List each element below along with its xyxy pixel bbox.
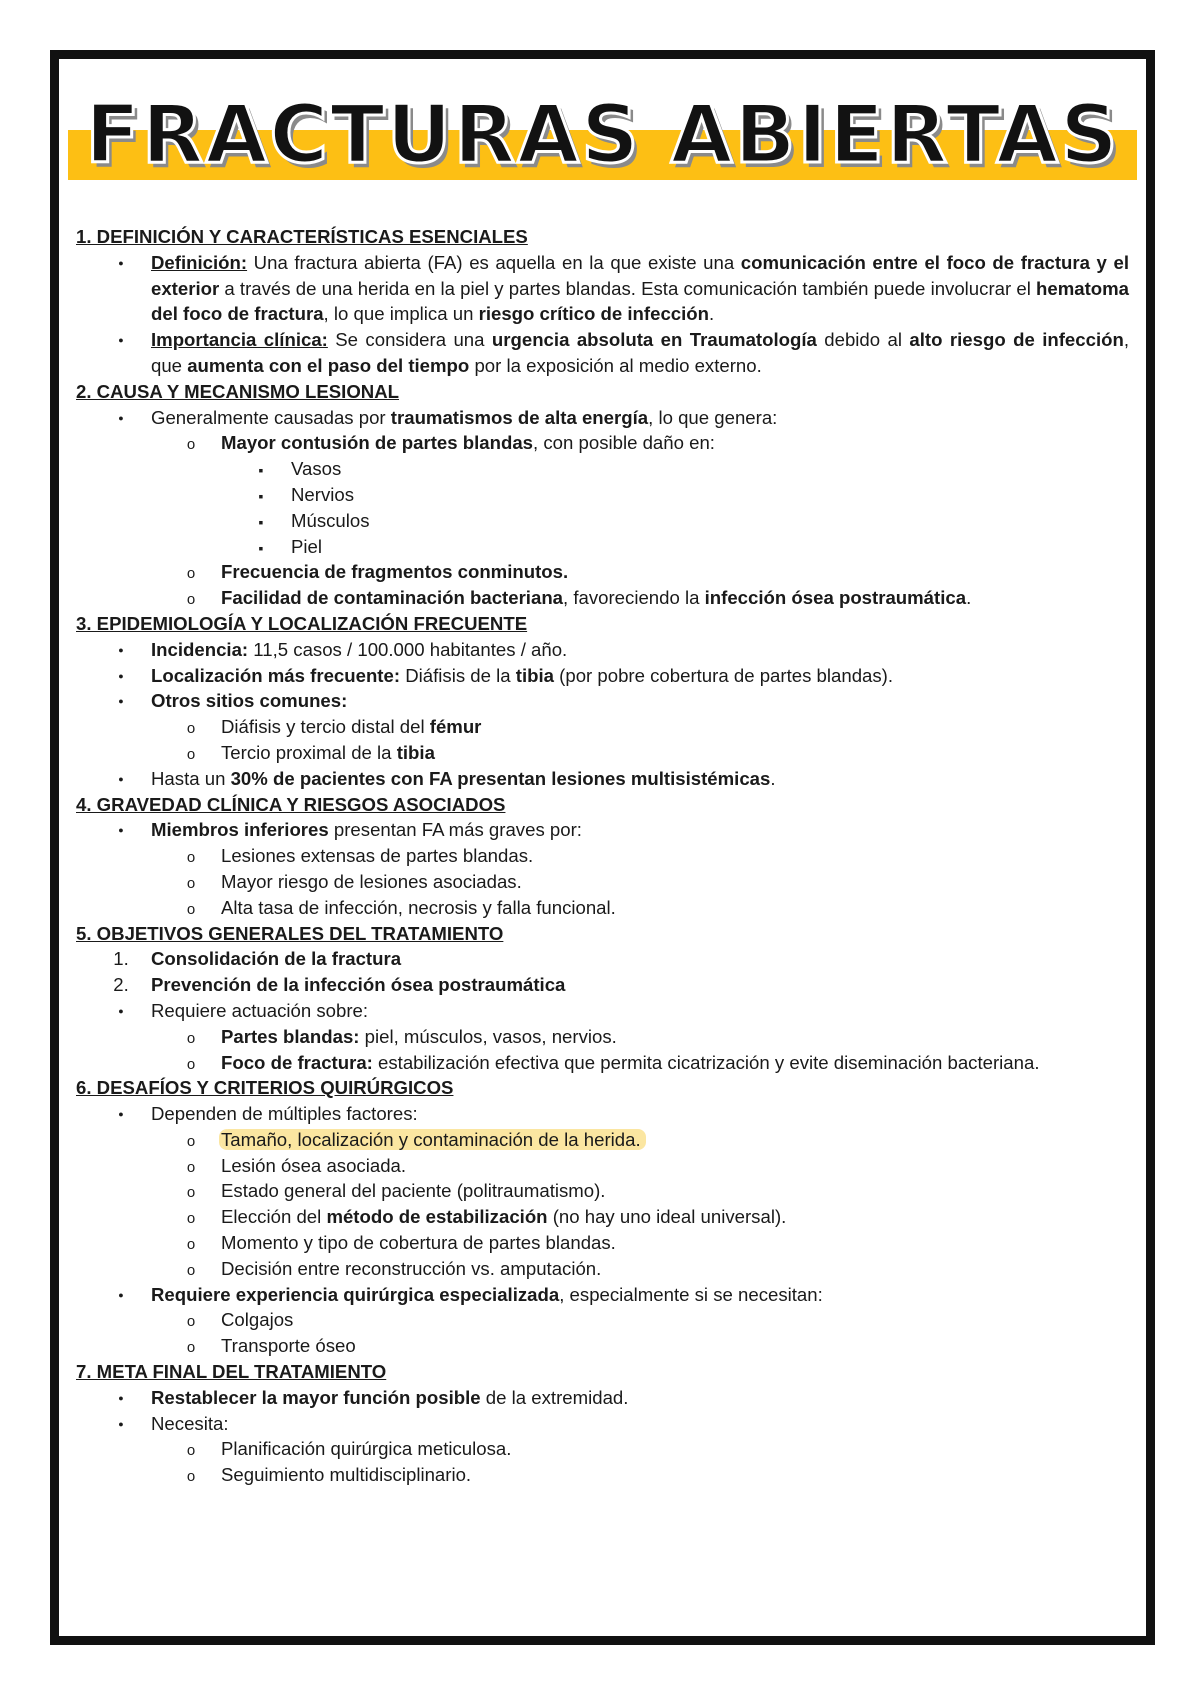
text: por la exposición al medio externo. (469, 354, 762, 376)
sub-list-item (76, 1024, 1129, 1050)
bold-text: urgencia absoluta en Traumatología (491, 329, 817, 351)
bold-text: tibia (396, 741, 435, 763)
text: , especialmente si se necesitan: (559, 1283, 823, 1305)
text: , que (151, 329, 1129, 376)
list-item (76, 405, 1129, 431)
text: Requiere actuación sobre: (151, 999, 369, 1021)
text: Colgajos (221, 1309, 294, 1331)
bold-text: Frecuencia de fragmentos conminutos. (221, 561, 569, 583)
bold-text: 30% de pacientes con FA presentan lesiones multisistémicas (230, 767, 771, 789)
bold-text: Facilidad de contaminación bacteriana (221, 587, 564, 609)
circle-bullet-icon (176, 1333, 206, 1361)
text: Mayor riesgo de lesiones asociadas. (221, 870, 522, 892)
circle-bullet-icon (176, 430, 206, 458)
text: (por pobre cobertura de partes blandas). (554, 664, 894, 686)
circle-bullet-icon (176, 1153, 206, 1181)
sub-sub-list-item (76, 456, 1129, 482)
circle-bullet-icon (176, 714, 206, 742)
text: Estado general del paciente (politraumatismo). (221, 1180, 606, 1202)
section-heading-3: 3. EPIDEMIOLOGÍA Y LOCALIZACIÓN FRECUENTE (76, 612, 528, 634)
text: Nervios (291, 483, 355, 505)
sub-list-item (76, 714, 1129, 740)
bold-text: Otros sitios comunes: (151, 690, 348, 712)
square-bullet-icon (246, 508, 276, 536)
text: Necesita: (151, 1412, 229, 1434)
circle-bullet-icon (176, 1230, 206, 1258)
text: presentan FA más graves por: (328, 819, 582, 841)
circle-bullet-icon (176, 1307, 206, 1335)
sub-list-item (76, 1050, 1129, 1076)
sub-list-item (76, 1204, 1129, 1230)
sub-list-item (76, 740, 1129, 766)
text: de la extremidad. (480, 1386, 629, 1408)
sub-list-item (76, 1127, 1129, 1153)
list-number: 2. (113, 974, 129, 996)
text: , con posible daño en: (533, 432, 715, 454)
bold-text: Restablecer la mayor función posible (151, 1386, 481, 1408)
bold-text: infección ósea postraumática (704, 587, 967, 609)
document-content (76, 224, 1129, 1488)
circle-bullet-icon (176, 559, 206, 587)
bullet-icon (106, 250, 136, 280)
sub-list-item (76, 585, 1129, 611)
sub-list-item (76, 430, 1129, 456)
bold-text: traumatismos de alta energía (390, 406, 649, 428)
circle-bullet-icon (176, 740, 206, 768)
text: Alta tasa de infección, necrosis y falla funcional. (221, 896, 616, 918)
text: Una fractura abierta (FA) es aquella en la que existe una (247, 251, 741, 273)
item-label: Definición: (151, 251, 248, 273)
list-item (76, 766, 1129, 792)
list-item (76, 1282, 1129, 1308)
circle-bullet-icon (176, 1436, 206, 1464)
text: Seguimiento multidisciplinario. (221, 1464, 472, 1486)
bold-text: Localización más frecuente: (151, 664, 401, 686)
list-item (76, 637, 1129, 663)
text: Diáfisis y tercio distal del (221, 716, 430, 738)
section-heading-4: 4. GRAVEDAD CLÍNICA Y RIESGOS ASOCIADOS (76, 793, 506, 815)
sub-list-item (76, 1436, 1129, 1462)
section-heading-2: 2. CAUSA Y MECANISMO LESIONAL (76, 380, 400, 402)
sub-list-item (76, 1462, 1129, 1488)
bold-text: tibia (515, 664, 555, 686)
list-item (76, 663, 1129, 689)
bold-text: aumenta con el paso del tiempo (187, 354, 470, 376)
bold-text: método de estabilización (326, 1206, 548, 1228)
text: Transporte óseo (221, 1335, 356, 1357)
text: a través de una herida en la piel y partes blandas. Esta comunicación también puede involucrar el (219, 277, 1036, 299)
circle-bullet-icon (176, 585, 206, 613)
sub-list-item (76, 1178, 1129, 1204)
circle-bullet-icon (176, 1256, 206, 1284)
bold-text: hematoma del foco de fractura (151, 277, 1129, 325)
numbered-item (76, 946, 1129, 972)
bold-text: Requiere experiencia quirúrgica especializada (151, 1283, 560, 1305)
sub-list-item (76, 1256, 1129, 1282)
circle-bullet-icon (176, 1050, 206, 1078)
circle-bullet-icon (176, 1024, 206, 1052)
bold-text: Miembros inferiores (151, 819, 329, 841)
bold-text: alto riesgo de infección (909, 329, 1124, 351)
square-bullet-icon (246, 482, 276, 510)
list-item (76, 817, 1129, 843)
text: Se considera una (327, 329, 492, 351)
list-item (76, 1411, 1129, 1437)
text: Decisión entre reconstrucción vs. amputación. (221, 1257, 602, 1279)
square-bullet-icon (246, 456, 276, 484)
bullet-icon (106, 766, 136, 796)
text: Lesión ósea asociada. (221, 1154, 407, 1176)
list-item (76, 998, 1129, 1024)
text: . (709, 303, 715, 325)
text: , favoreciendo la (563, 587, 705, 609)
bold-text: Foco de fractura: (221, 1051, 373, 1073)
list-number: 1. (113, 948, 129, 970)
list-item (76, 327, 1129, 379)
sub-sub-list-item (76, 534, 1129, 560)
section-heading-1: 1. DEFINICIÓN Y CARACTERÍSTICAS ESENCIALES (76, 226, 528, 247)
text: Hasta un (151, 767, 231, 789)
text: Generalmente causadas por (151, 406, 391, 428)
text: Diáfisis de la (400, 664, 516, 686)
highlighted-text: Tamaño, localización y contaminación de la herida. (221, 1129, 646, 1150)
page-title: FRACTURAS ABIERTAS (85, 88, 1120, 181)
sub-sub-list-item (76, 508, 1129, 534)
bold-text: comunicación entre el foco de fractura y el exterior (151, 251, 1130, 299)
square-bullet-icon (246, 534, 276, 562)
bullet-icon (106, 327, 136, 357)
text: Piel (291, 535, 323, 557)
sub-list-item (76, 1153, 1129, 1179)
list-item (76, 1385, 1129, 1411)
numbered-item (76, 972, 1129, 998)
text: , lo que implica un (323, 303, 479, 325)
section-heading-6: 6. DESAFÍOS Y CRITERIOS QUIRÚRGICOS (76, 1077, 454, 1099)
sub-list-item (76, 1307, 1129, 1333)
bold-text: Prevención de la infección ósea postraumática (151, 974, 566, 996)
title-wrap (59, 88, 1146, 181)
page-frame (50, 50, 1155, 1645)
circle-bullet-icon (176, 1127, 206, 1155)
circle-bullet-icon (176, 1178, 206, 1206)
circle-bullet-icon (176, 1462, 206, 1490)
text: (no hay uno ideal universal). (547, 1206, 787, 1228)
bold-text: Consolidación de la fractura (151, 948, 402, 970)
sub-list-item (76, 869, 1129, 895)
sub-sub-list-item (76, 482, 1129, 508)
text: Tercio proximal de la (221, 741, 397, 763)
bold-text: Partes blandas: (221, 1025, 360, 1047)
sub-list-item (76, 559, 1129, 585)
bold-text: Mayor contusión de partes blandas (221, 432, 534, 454)
bold-text: Incidencia: (151, 638, 249, 660)
list-item (76, 688, 1129, 714)
sub-list-item (76, 843, 1129, 869)
list-item (76, 1101, 1129, 1127)
circle-bullet-icon (176, 1204, 206, 1232)
section-heading-5: 5. OBJETIVOS GENERALES DEL TRATAMIENTO (76, 922, 504, 944)
circle-bullet-icon (176, 843, 206, 871)
text: Elección del (221, 1206, 327, 1228)
text: Vasos (291, 458, 342, 480)
circle-bullet-icon (176, 869, 206, 897)
text: Músculos (291, 509, 370, 531)
text: Planificación quirúrgica meticulosa. (221, 1438, 512, 1460)
section-heading-7: 7. META FINAL DEL TRATAMIENTO (76, 1361, 387, 1383)
text: Dependen de múltiples factores: (151, 1103, 418, 1125)
sub-list-item (76, 895, 1129, 921)
sub-list-item (76, 1230, 1129, 1256)
text: piel, músculos, vasos, nervios. (359, 1025, 617, 1047)
circle-bullet-icon (176, 895, 206, 923)
text: . (966, 587, 972, 609)
bold-text: riesgo crítico de infección (478, 303, 710, 325)
list-item (76, 250, 1129, 327)
text: Momento y tipo de cobertura de partes blandas. (221, 1232, 616, 1254)
text: debido al (816, 329, 910, 351)
sub-list-item (76, 1333, 1129, 1359)
bold-text: fémur (429, 716, 482, 738)
text: . (770, 767, 776, 789)
text: Lesiones extensas de partes blandas. (221, 845, 534, 867)
text: 11,5 casos / 100.000 habitantes / año. (248, 638, 568, 660)
item-label: Importancia clínica: (151, 329, 328, 351)
text: estabilización efectiva que permita cicatrización y evite diseminación bacteriana. (372, 1051, 1040, 1073)
text: , lo que genera: (648, 406, 778, 428)
